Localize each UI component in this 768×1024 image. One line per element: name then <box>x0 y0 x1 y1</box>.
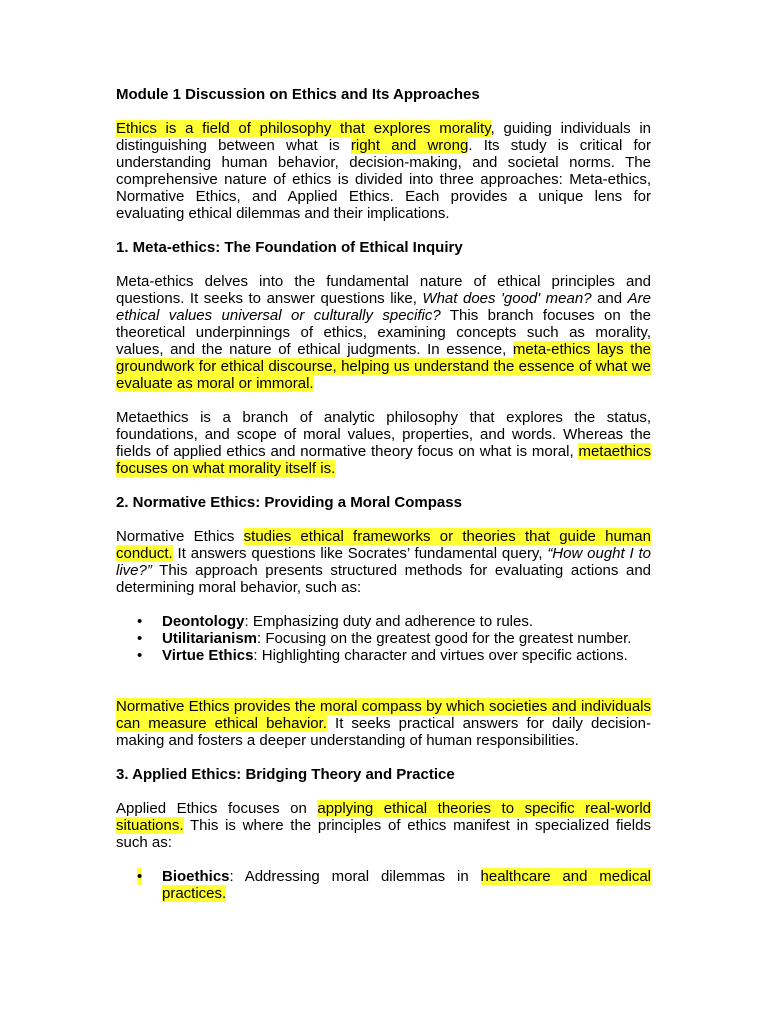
bullet-icon: • <box>137 613 143 630</box>
highlight: healthcare and medical practices. <box>162 868 651 902</box>
applied-fields-list <box>116 868 651 902</box>
text-run: , guiding individuals in distinguishing between what is <box>116 120 651 154</box>
section-heading-applied-ethics: 3. Applied Ethics: Bridging Theory and Practice <box>116 766 455 783</box>
list-desc: : Highlighting character and virtues over specific actions. <box>253 647 628 664</box>
list-desc: : Emphasizing duty and adherence to rules. <box>244 613 534 630</box>
applied-ethics-paragraph-1 <box>116 800 651 851</box>
spacer <box>116 681 651 698</box>
normative-ethics-paragraph-2 <box>116 698 651 749</box>
highlight: studies ethical frameworks or theories that guide human conduct. <box>116 528 651 562</box>
section-heading-normative-ethics: 2. Normative Ethics: Providing a Moral Compass <box>116 494 462 511</box>
text-run: Applied Ethics focuses on <box>116 800 318 817</box>
text-run: It answers questions like Socrates’ fundamental query, <box>172 545 548 562</box>
italic-question: What does 'good' mean? <box>422 290 592 307</box>
text-run: Meta-ethics delves into the fundamental nature of ethical principles and questions. It seeks to answer questions like, <box>116 273 651 307</box>
meta-ethics-paragraph-2 <box>116 409 651 477</box>
highlight: metaethics focuses on what morality itself is. <box>116 443 651 477</box>
normative-theories-list <box>116 613 651 664</box>
list-term: Deontology <box>162 613 245 630</box>
text-run: This approach presents structured methods for evaluating actions and determining moral behavior, such as: <box>116 562 651 596</box>
list-desc: : Addressing moral dilemmas in <box>229 868 481 885</box>
text-run: . Its study is critical for understanding human behavior, decision-making, and societal norms. The comprehensive nature of ethics is divided into three approaches: Meta-ethics, Normative Ethics, and Applied Ethics. Each provides a unique lens for evaluating ethical dilemmas and their implications. <box>116 137 651 222</box>
italic-question: Are ethical values universal or culturally specific? <box>116 290 651 324</box>
bullet-icon: • <box>137 868 143 885</box>
highlight: applying ethical theories to specific real-world situations. <box>116 800 651 834</box>
meta-ethics-paragraph-1 <box>116 273 651 392</box>
list-item <box>116 647 651 664</box>
bullet-icon: • <box>137 630 143 647</box>
list-term: Utilitarianism <box>162 630 258 647</box>
italic-question: “How ought I to live?” <box>116 545 651 579</box>
bullet-icon: • <box>137 647 143 664</box>
list-term: Bioethics <box>162 868 230 885</box>
text-run: Normative Ethics <box>116 528 244 545</box>
list-item <box>116 868 651 902</box>
text-run: It seeks practical answers for daily decision-making and fosters a deeper understanding of human responsibilities. <box>116 715 651 749</box>
section-heading-meta-ethics: 1. Meta-ethics: The Foundation of Ethical Inquiry <box>116 239 463 256</box>
text-run: This is where the principles of ethics manifest in specialized fields such as: <box>116 817 651 851</box>
text-run: This branch focuses on the theoretical underpinnings of ethics, examining concepts such as morality, values, and the nature of ethical judgments. In essence, <box>116 307 651 358</box>
intro-paragraph <box>116 120 651 222</box>
list-item <box>116 630 651 647</box>
text-run: Metaethics is a branch of analytic philosophy that explores the status, foundations, and scope of moral values, properties, and words. Whereas the fields of applied ethics and normative theory focus on what is moral, <box>116 409 651 460</box>
highlight: right and wrong <box>350 137 469 154</box>
highlight: meta-ethics lays the groundwork for ethical discourse, helping us understand the essence of what we evaluate as moral or immoral. <box>116 341 652 392</box>
document-title: Module 1 Discussion on Ethics and Its Approaches <box>116 86 480 103</box>
normative-ethics-paragraph-1 <box>116 528 651 596</box>
list-item <box>116 613 651 630</box>
highlight: Normative Ethics provides the moral compass by which societies and individuals can measure ethical behavior. <box>116 698 651 732</box>
list-desc: : Focusing on the greatest good for the greatest number. <box>257 630 632 647</box>
highlight: Ethics is a field of philosophy that explores morality <box>116 120 491 137</box>
list-term: Virtue Ethics <box>162 647 254 664</box>
text-run: and <box>591 290 628 307</box>
